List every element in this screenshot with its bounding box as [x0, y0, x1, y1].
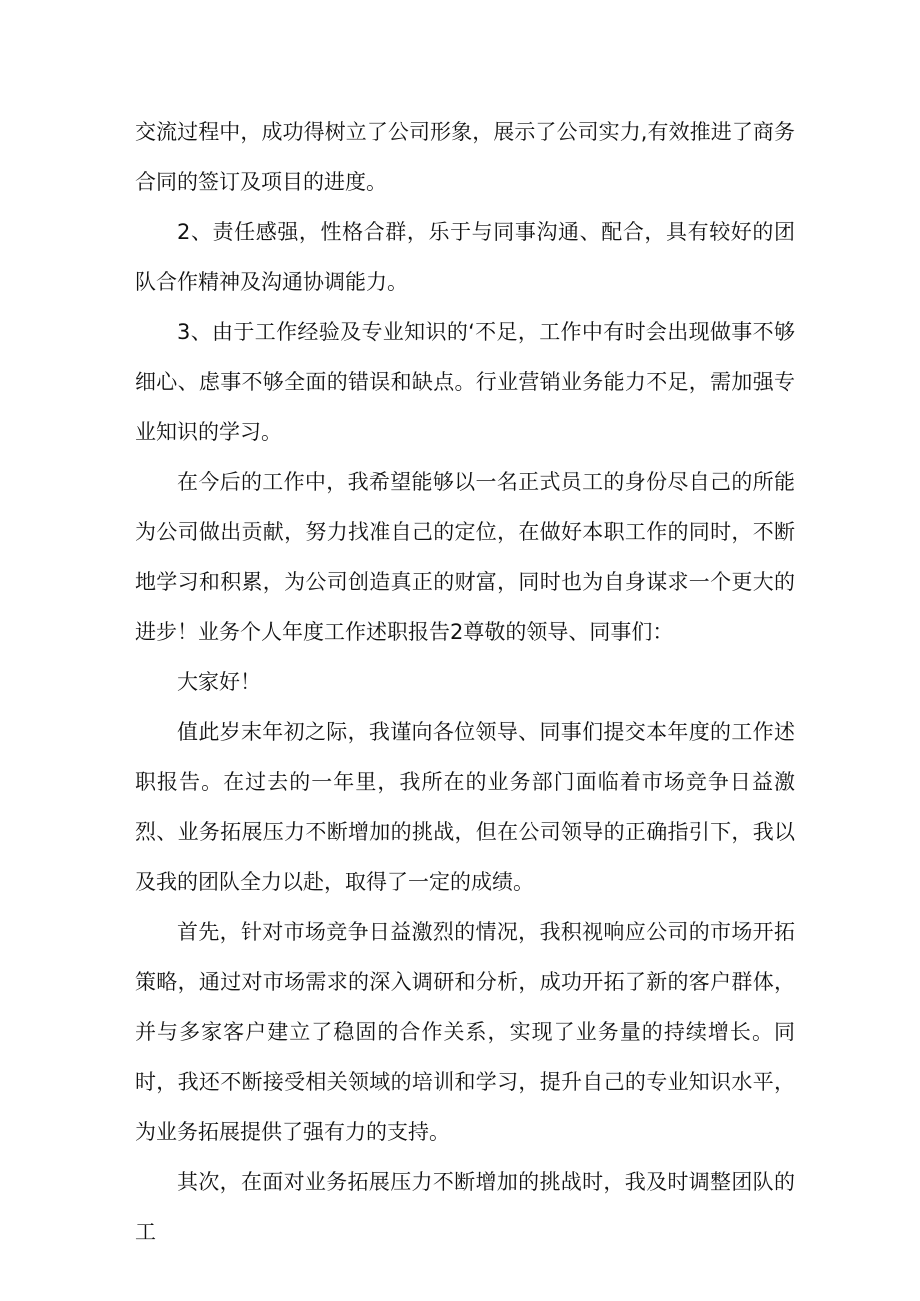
paragraph-future-work: 在今后的工作中，我希望能够以一名正式员工的身份尽自己的所能为公司做出贡献，努力找准自己的定位，在做好本职工作的同时，不断地学习和积累，为公司创造真正的财富，同时也为自身谋求一个更大的进步！业务个人年度工作述职报告2尊敬的领导、同事们： — [135, 470, 795, 644]
document-body — [135, 107, 795, 1257]
paragraph-continuation: 交流过程中，成功得树立了公司形象，展示了公司实力,有效推进了商务合同的签订及项目的进度。 — [135, 120, 795, 194]
paragraph-intro: 值此岁末年初之际，我谨向各位领导、同事们提交本年度的工作述职报告。在过去的一年里，我所在的业务部门面临着市场竞争日益激烈、业务拓展压力不断增加的挑战，但在公司领导的正确指引下，我以及我的团队全力以赴，取得了一定的成绩。 — [135, 720, 795, 894]
paragraph-second: 其次，在面对业务拓展压力不断增加的挑战时，我及时调整团队的工 — [135, 1170, 795, 1244]
paragraph-item-3: 3、由于工作经验及专业知识的‘不足，工作中有时会出现做事不够细心、虑事不够全面的错误和缺点。行业营销业务能力不足，需加强专业知识的学习。 — [135, 320, 795, 444]
paragraph-item-2: 2、责任感强，性格合群，乐于与同事沟通、配合，具有较好的团队合作精神及沟通协调能力。 — [135, 220, 795, 294]
paragraph-greeting: 大家好！ — [177, 670, 261, 694]
paragraph-first: 首先，针对市场竞争日益激烈的情况，我积视响应公司的市场开拓策略，通过对市场需求的深入调研和分析，成功开拓了新的客户群体，并与多家客户建立了稳固的合作关系，实现了业务量的持续增长。同时，我还不断接受相关领域的培训和学习，提升自己的专业知识水平，为业务拓展提供了强有力的支持。 — [135, 920, 795, 1144]
